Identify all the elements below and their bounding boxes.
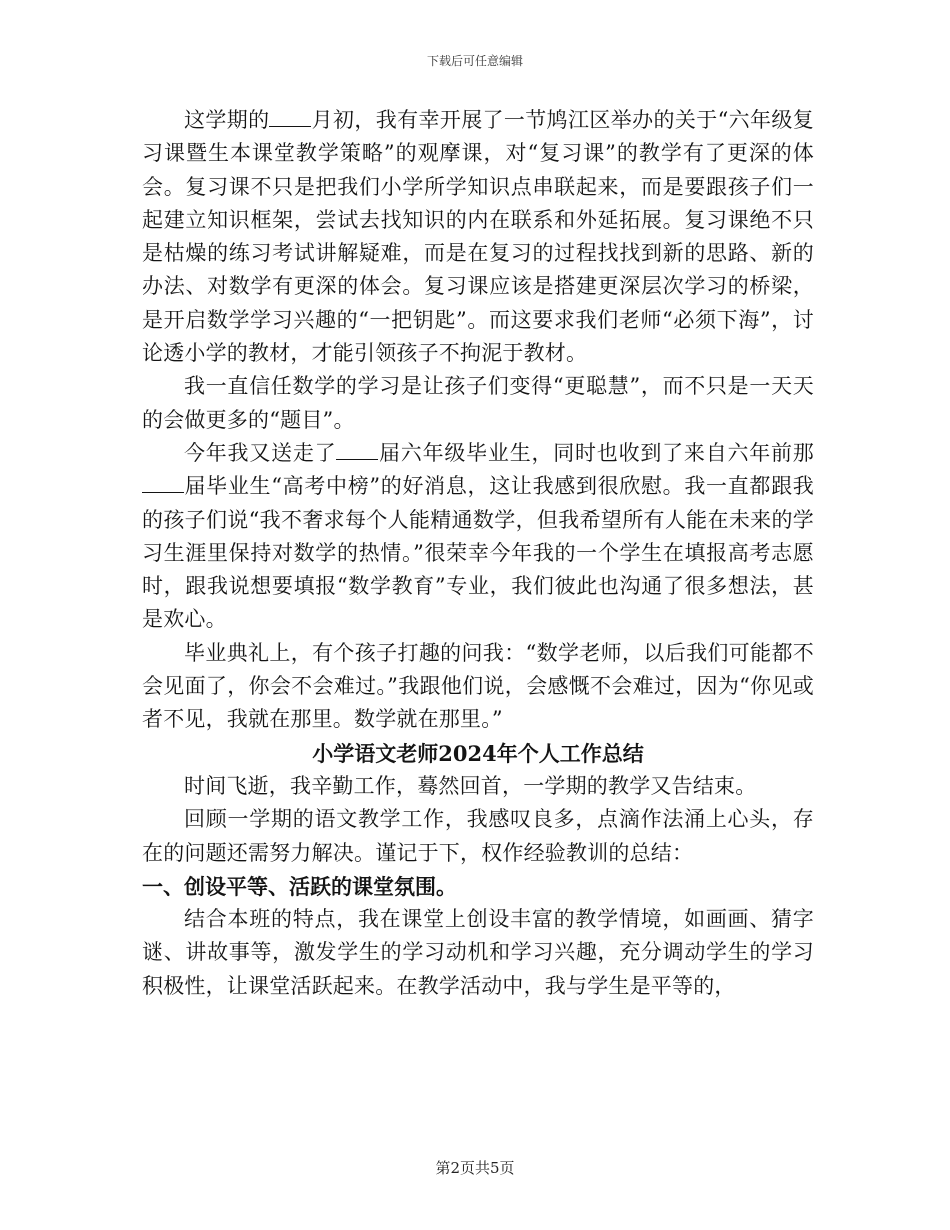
- page-number: 第2页共5页: [435, 1159, 515, 1177]
- paragraph-belief: 我一直信任数学的学习是让孩子们变得“更聪慧”，而不只是一天天的会做更多的“题目”。: [142, 374, 814, 432]
- paragraph-text: 这学期的: [184, 108, 270, 132]
- paragraph-text: 月初，我有幸开展了一节鸠江区举办的关于“六年级复习课暨生本课堂教学策略”的观摩课，对“复习课”的教学有了更深的体会。复习课不只是把我们小学所学知识点串联起来，而是要跟孩子们一起建立知识框架，尝试去找知识的内在联系和外延拓展。复习课绝不只是枯燥的练习考试讲解疑难，而是在复习的过程找找到新的思路、新的办法、对数学有更深的体会。复习课应该是搭建更深层次学习的桥梁，是开启数学学习兴趣的“一把钥匙”。而这要求我们老师“必须下海”，讨论透小学的教材，才能引领孩子不拘泥于教材。: [142, 108, 814, 366]
- header-note: 下载后可任意编辑: [426, 54, 523, 68]
- fill-blank: [142, 474, 184, 493]
- paragraph-time: 时间飞逝，我辛勤工作，蓦然回首，一学期的教学又告结束。: [184, 773, 757, 798]
- paragraph-review-lesson: [142, 104, 814, 370]
- paragraph-text: 届毕业生“高考中榜”的好消息，这让我感到很欣慰。我一直都跟我的孩子们说“我不奢求每个人能精通数学，但我希望所有人能在未来的学习生涯里保持对数学的热情。”很荣幸今年我的一个学生在填报高考志愿时，跟我说想要填报“数学教育”专业，我们彼此也沟通了很多想法，甚是欢心。: [142, 474, 814, 632]
- paragraph-text: 届六年级毕业生，同时也收到了来自六年前那: [378, 440, 815, 465]
- paragraph-graduation: 毕业典礼上，有个孩子打趣的问我：“数学老师，以后我们可能都不会见面了，你会不会难过。”我跟他们说，会感慨不会难过，因为“你见或者不见，我就在那里。数学就在那里。”: [142, 640, 814, 732]
- section-title: 小学语文老师2024年个人工作总结: [312, 740, 644, 766]
- document-body: [142, 104, 814, 1003]
- fill-blank: [269, 108, 311, 127]
- paragraph-graduates: [142, 437, 814, 637]
- paragraph-classroom: 结合本班的特点，我在课堂上创设丰富的教学情境，如画画、猜字谜、讲故事等，激发学生的学习动机和学习兴趣，充分调动学生的学习积极性，让课堂活跃起来。在教学活动中，我与学生是平等的，: [142, 907, 814, 998]
- section-heading: 一、创设平等、活跃的课堂氛围。: [142, 873, 457, 899]
- paragraph-text: 今年我又送走了: [184, 440, 337, 465]
- fill-blank: [336, 441, 378, 460]
- paragraph-review: 回顾一学期的语文教学工作，我感叹良多，点滴作法涌上心头，存在的问题还需努力解决。谨记于下，权作经验教训的总结：: [142, 807, 814, 865]
